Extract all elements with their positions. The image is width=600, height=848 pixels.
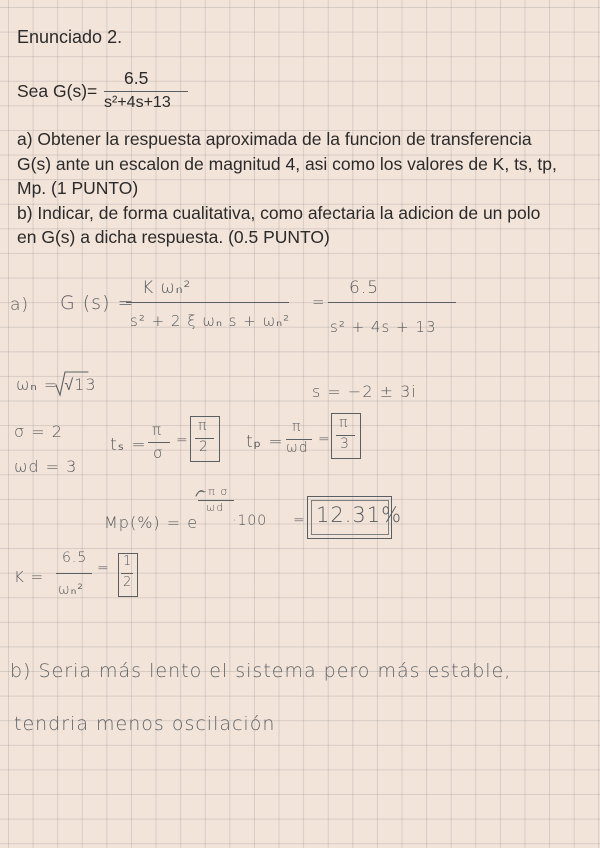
gain-result-num: 1 xyxy=(123,554,133,569)
answer-b-line-1: b) Seria más lento el sistema pero más estable, xyxy=(10,660,512,682)
damped-frequency: ωd = 3 xyxy=(14,457,78,476)
g-of-s-lhs: G (s) = xyxy=(60,292,135,314)
ts-result-den: 2 xyxy=(199,439,209,455)
settling-time-lhs: tₛ = xyxy=(110,435,147,455)
tp-fraction-1-den: ωd xyxy=(286,440,309,456)
general-form-denominator: s² + 2 ξ ωₙ s + ωₙ² xyxy=(130,312,291,330)
ts-fraction-1-den: σ xyxy=(153,444,164,462)
tp-equals: = xyxy=(318,431,331,447)
part-a-line-1: a) Obtener la respuesta aproximada de la funcion de transferencia xyxy=(17,129,532,149)
part-a-line-3: Mp. (1 PUNTO) xyxy=(17,178,139,199)
ts-result-num: π xyxy=(198,418,208,434)
natural-frequency: ωₙ = √13 xyxy=(16,375,97,394)
gain-result-den: 2 xyxy=(123,575,133,590)
gain-equals: = xyxy=(97,560,110,576)
general-form-numerator: K ωₙ² xyxy=(142,278,192,298)
poles: s = −2 ± 3i xyxy=(312,382,417,401)
tp-fraction-1-num: π xyxy=(292,419,302,435)
page-title: Enunciado 2. xyxy=(17,27,123,47)
part-b-line-2: en G(s) a dicha respuesta. (0.5 PUNTO) xyxy=(17,227,330,248)
overshoot-exponent-num: −π σ xyxy=(198,485,229,498)
part-b-line-1: b) Indicar, de forma cualitativa, como afectaria la adicion de un polo xyxy=(17,202,541,223)
sqrt-stroke xyxy=(56,372,88,395)
part-a-line-2: G(s) ante un escalon de magnitud 4, asi como los valores de K, ts, tp, xyxy=(17,153,557,174)
answer-b-line-2: tendria menos oscilación xyxy=(14,713,276,735)
tp-result-den: 3 xyxy=(340,436,350,452)
gain-denominator: ωₙ² xyxy=(58,582,84,598)
given-form-numerator: 6.5 xyxy=(349,278,380,298)
transfer-function-numerator: 6.5 xyxy=(124,68,149,88)
transfer-function-denominator: s²+4s+13 xyxy=(104,94,171,111)
peak-time-lhs: tₚ = xyxy=(246,432,284,452)
overshoot-times-100: ·100 xyxy=(232,513,268,529)
tp-result-num: π xyxy=(339,415,349,431)
overshoot-result: 12.31% xyxy=(316,503,403,527)
sigma-value: σ = 2 xyxy=(14,422,63,441)
ts-equals: = xyxy=(176,432,189,448)
ts-fraction-1-num: π xyxy=(152,421,163,439)
gain-numerator: 6.5 xyxy=(62,550,88,566)
overshoot-equals: = xyxy=(293,512,306,528)
mp-exponent-swoosh xyxy=(196,491,204,496)
overshoot-exponent-den: ωd xyxy=(206,501,225,514)
given-form-denominator: s² + 4s + 13 xyxy=(330,318,437,336)
transfer-function-label: Sea G(s)= xyxy=(17,81,98,101)
gain-lhs: K = xyxy=(14,568,45,586)
equals-sign: = xyxy=(312,293,326,311)
overshoot-lhs: Mp(%) = e xyxy=(104,513,199,532)
solution-a-label: a) xyxy=(10,295,30,315)
